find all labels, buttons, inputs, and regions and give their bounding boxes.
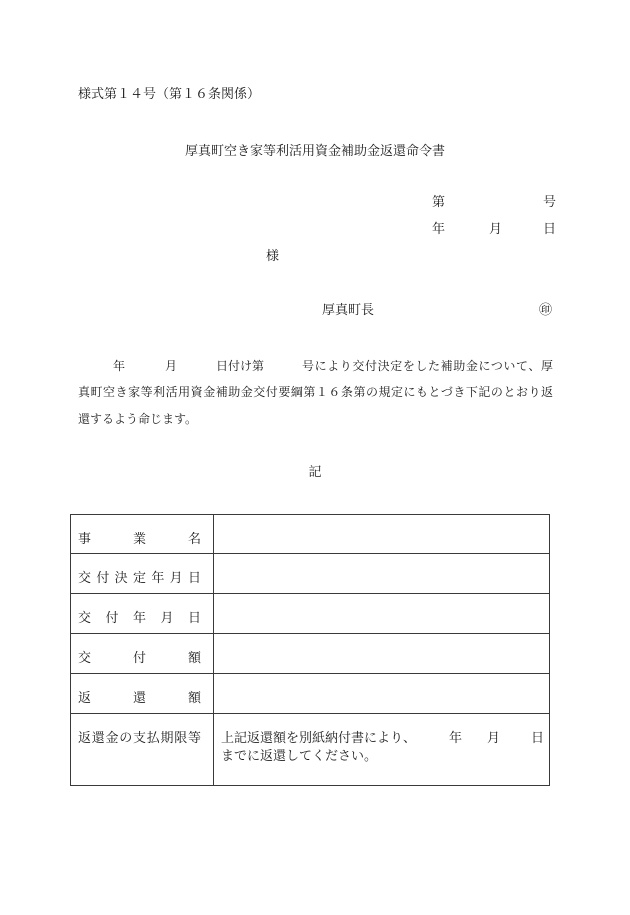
row-label-cell — [71, 674, 214, 713]
row-label-cell — [71, 634, 214, 673]
deadline-day-label: 日 — [531, 731, 545, 746]
form-number-label: 様式第１４号（第１６条関係） — [78, 87, 261, 102]
deadline-year-label: 年 — [449, 731, 463, 746]
row-label: 返還額 — [78, 691, 201, 706]
issue-date-day-label: 日 — [543, 222, 557, 237]
details-table — [70, 514, 550, 786]
table-row-grant-date — [71, 594, 549, 634]
body-decision-month-label: 月 — [165, 359, 178, 373]
row-value-cell — [214, 515, 549, 553]
row-label: 返還金の支払期限等 — [78, 731, 201, 746]
body-decision-year-label: 年 — [113, 359, 126, 373]
body-line-1-text: 号により交付決定をした補助金について、厚 — [302, 359, 553, 373]
deadline-month-label: 月 — [487, 731, 501, 746]
row-label-cell — [71, 594, 214, 633]
row-label: 事業名 — [78, 532, 201, 547]
deadline-text: 上記返還額を別紙納付書により、 — [221, 731, 417, 746]
issue-date-year-label: 年 — [432, 222, 446, 237]
seal-mark-icon: ㊞ — [539, 303, 553, 318]
deadline-line-1 — [221, 731, 549, 749]
table-row-refund-amount — [71, 674, 549, 714]
row-value-cell — [214, 674, 549, 713]
body-decision-day-label: 日付け第 — [216, 359, 265, 373]
row-value-cell — [214, 554, 549, 593]
row-value-cell — [214, 634, 549, 673]
row-value-cell — [214, 714, 549, 785]
row-value-cell — [214, 594, 549, 633]
body-line-2-text: 真町空き家等利活用資金補助金交付要綱第１６条第の規定にもとづき下記のとおり返 — [78, 385, 553, 399]
document-title: 厚真町空き家等利活用資金補助金返還命令書 — [184, 144, 445, 159]
document-number-prefix: 第 — [432, 195, 446, 210]
row-label-cell — [71, 554, 214, 593]
table-row-project-name — [71, 515, 549, 554]
table-row-decision-date — [71, 554, 549, 594]
document-number-suffix: 号 — [543, 195, 557, 210]
row-label: 交付年月日 — [78, 611, 201, 626]
body-line-3-text: 還するよう命じます。 — [78, 412, 198, 426]
table-row-payment-deadline — [71, 714, 549, 785]
table-row-grant-amount — [71, 634, 549, 674]
row-label: 交付決定年月日 — [78, 571, 201, 586]
note-heading: 記 — [308, 465, 322, 480]
issuer-name: 厚真町長 — [322, 303, 375, 318]
row-label: 交付額 — [78, 651, 201, 666]
row-label-cell — [71, 714, 214, 785]
deadline-continuation: までに返還してください。 — [221, 749, 378, 764]
row-label-cell — [71, 515, 214, 553]
addressee-honorific: 様 — [266, 249, 280, 264]
issue-date-month-label: 月 — [489, 222, 503, 237]
